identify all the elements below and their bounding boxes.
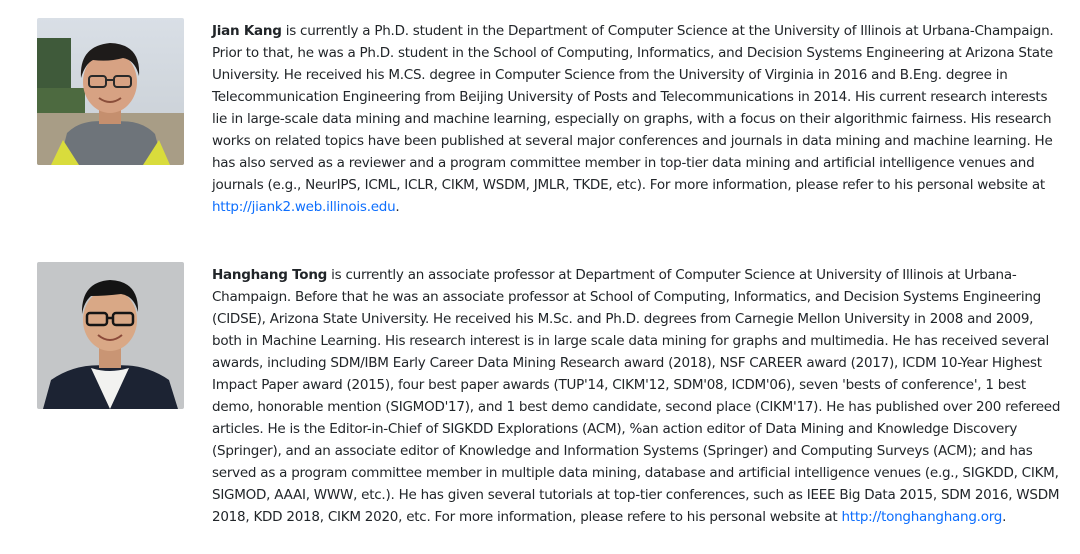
person-name: Hanghang Tong bbox=[212, 267, 328, 283]
profile-photo bbox=[37, 18, 184, 165]
bio-end: . bbox=[395, 199, 400, 215]
person-name: Jian Kang bbox=[212, 23, 282, 39]
bio-body: is currently an associate professor at Department of Computer Science at University of Illinois at Urbana-Champaign. Before that he was an associate professor at School of Computing, Informatics, and Decision Systems Engineering (CIDSE), Arizona State University. He received his M.Sc. and Ph.D. degrees from Carnegie Mellon University in 2008 and 2009, both in Machine Learning. His research interest is in large scale data mining for graphs and multimedia. He has received several awards, including SDM/IBM Early Career Data Mining Research award (2018), NSF CAREER award (2017), ICDM 10-Year Highest Impact Paper award (2015), four best paper awards (TUP'14, CIKM'12, SDM'08, ICDM'06), seven 'bests of conference', 1 best demo, honorable mention (SIGMOD'17), and 1 best demo candidate, second place (CIKM'17). He has published over 200 refereed articles. He is the Editor-in-Chief of SIGKDD Explorations (ACM), %an action editor of Data Mining and Knowledge Discovery (Springer), and an associate editor of Knowledge and Information Systems (Springer) and Computing Surveys (ACM); and has served as a program committee member in multiple data mining, database and artificial intelligence venues (e.g., SIGKDD, CIKM, SIGMOD, AAAI, WWW, etc.). He has given several tutorials at top-tier conferences, such as IEEE Big Data 2015, SDM 2016, WSDM 2018, KDD 2018, CIKM 2020, etc. For more information, please refere to his personal website at bbox=[212, 267, 1061, 525]
bio-body: is currently a Ph.D. student in the Department of Computer Science at the University of Illinois at Urbana-Champaign. Prior to that, he was a Ph.D. student in the School of Computing, Informatics, and Decision Systems Engineering at Arizona State University. He received his M.CS. degree in Computer Science from the University of Virginia in 2016 and B.Eng. degree in Telecommunication Engineering from Beijing University of Posts and Telecommunications in 2014. His current research interests lie in large-scale data mining and machine learning, especially on graphs, with a focus on their algorithmic fairness. His research works on related topics have been published at several major conferences and journals in data mining and machine learning. He has also served as a reviewer and a program committee member in top-tier data mining and artificial intelligence venues and journals (e.g., NeurIPS, ICML, ICLR, CIKM, WSDM, JMLR, TKDE, etc). For more information, please refer to his personal website at bbox=[212, 23, 1054, 193]
bio-text bbox=[212, 20, 1062, 218]
bio-text bbox=[212, 264, 1062, 528]
personal-website-link[interactable]: http://tonghanghang.org bbox=[841, 509, 1003, 525]
personal-website-link[interactable]: http://jiank2.web.illinois.edu bbox=[212, 199, 396, 215]
bio-end: . bbox=[1002, 509, 1007, 525]
profile-photo bbox=[37, 262, 184, 409]
